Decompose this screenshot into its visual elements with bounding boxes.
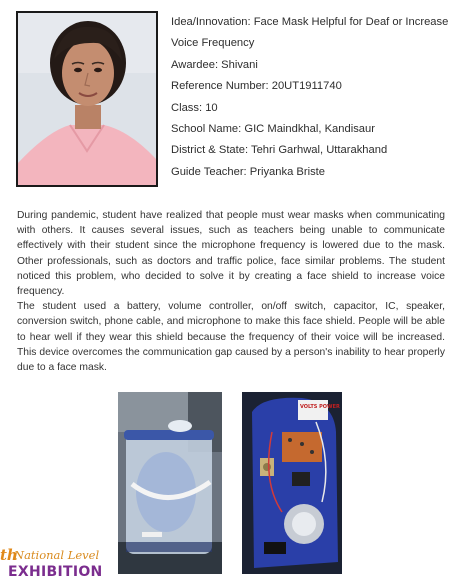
face-shield-photo: [118, 392, 222, 574]
badge-line-2: EXHIBITION: [8, 564, 103, 580]
badge-line-1: National Level: [14, 548, 100, 562]
badge-ordinal-suffix: th: [0, 546, 18, 564]
awardee-photo: [18, 13, 156, 185]
awardee-portrait: [16, 11, 158, 187]
circuit-image: [242, 392, 342, 574]
description-paragraph: During pandemic, student have realized that people must wear masks when communicating with others. It causes several issues, such as teachers being unable to communicate effectively with their student since the microphone frequency is lowered due to the mask. Other professionals, such as doctors and traffic police, face similar problems. The student noticed this problem, who decided to solve it by creating a face shield to increase voice frequency.: [17, 210, 445, 298]
school-line: School Name: GIC Maindkhal, Kandisaur: [171, 123, 375, 136]
idea-line: Idea/Innovation: Face Mask Helpful for Deaf or Increase: [171, 16, 449, 28]
class-line: Class: 10: [171, 101, 218, 114]
district-line: District & State: Tehri Garhwal, Uttarakhand: [171, 144, 388, 157]
guide-line: Guide Teacher: Priyanka Briste: [171, 165, 326, 178]
battery-label: VOLTS POWER: [300, 404, 340, 410]
national-exhibition-badge: [0, 544, 120, 583]
description-paragraph: The student used a battery, volume controller, on/off switch, capacitor, IC, speaker, conversion switch, phone cable, and microphone to make this face shield. People will be able to hear well if they wear this shield because the frequency of their voice will be increased. This device overcomes the communication gap caused by a person's inability to hear properly due to a face mask.: [17, 301, 445, 374]
awardee-info: [171, 12, 471, 183]
idea-line-cont: Voice Frequency: [171, 37, 255, 50]
face-shield-image: [118, 392, 222, 574]
project-description: [17, 208, 445, 375]
circuit-photo: [242, 392, 342, 574]
awardee-line: Awardee: Shivani: [171, 58, 258, 71]
reference-line: Reference Number: 20UT1911740: [171, 80, 342, 93]
